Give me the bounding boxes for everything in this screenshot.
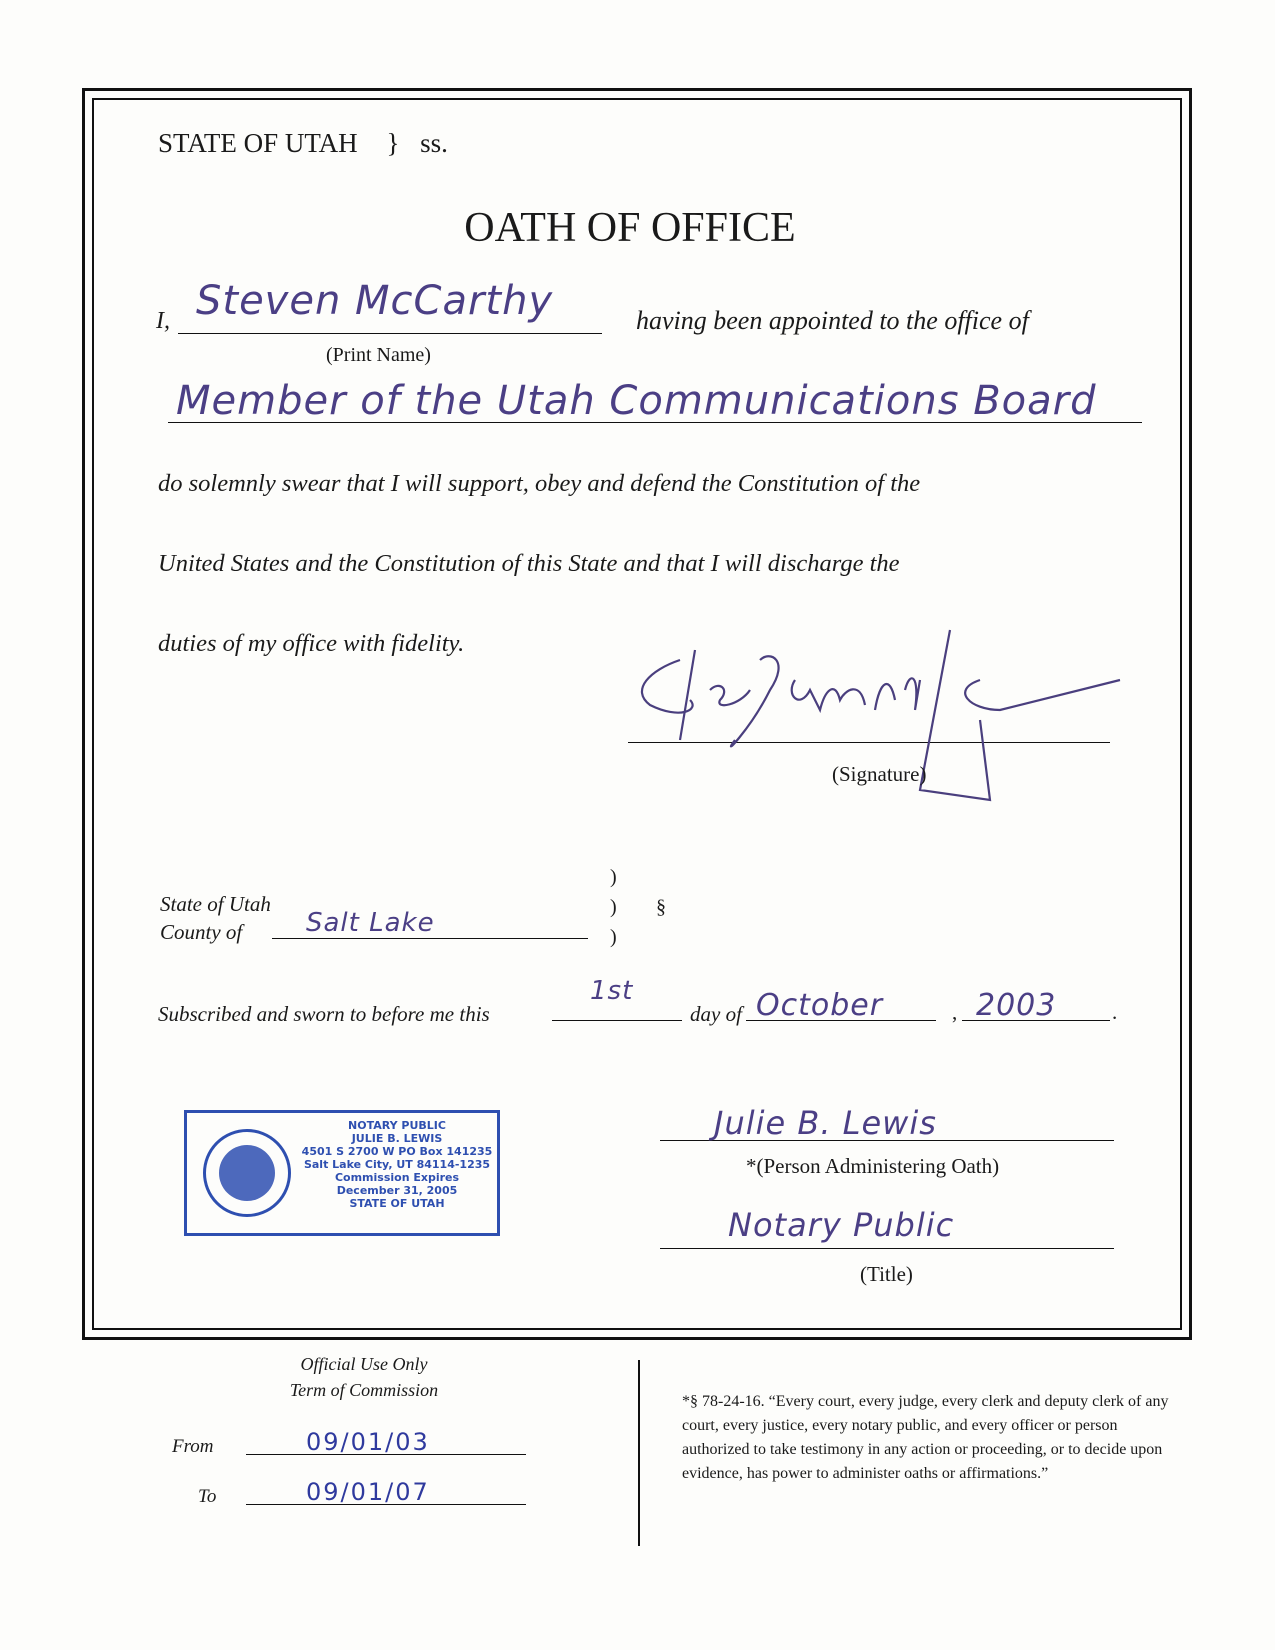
administrator-signature: Julie B. Lewis [714, 1104, 937, 1142]
vertical-divider [638, 1360, 640, 1546]
period: . [1112, 1000, 1118, 1024]
title-label: (Title) [860, 1262, 913, 1286]
administrator-label: *(Person Administering Oath) [746, 1154, 1000, 1178]
from-label: From [172, 1436, 214, 1457]
stamp-line-6: December 31, 2005 [336, 1184, 458, 1197]
comma: , [952, 1000, 958, 1024]
notary-stamp [184, 1110, 500, 1236]
office-handwritten: Member of the Utah Communications Board [176, 378, 1097, 424]
oath-body-line-3: duties of my office with fidelity. [158, 630, 465, 657]
notary-stamp-text [297, 1119, 497, 1210]
year-handwritten: 2003 [976, 988, 1057, 1023]
signature-label: (Signature) [832, 762, 927, 786]
i-prefix: I, [156, 308, 170, 334]
title-handwritten: Notary Public [728, 1206, 955, 1244]
county-handwritten: Salt Lake [306, 908, 435, 938]
paren-1: ) [610, 866, 617, 888]
stamp-line-2: JULIE B. LEWIS [351, 1132, 443, 1145]
title-line [660, 1248, 1114, 1249]
page-title: OATH OF OFFICE [464, 205, 796, 251]
stamp-line-3: 4501 S 2700 W PO Box 141235 [301, 1145, 493, 1158]
county-line [272, 938, 588, 939]
signature-scribble [620, 620, 1140, 830]
stamp-line-7: STATE OF UTAH [349, 1197, 445, 1210]
term-heading: Term of Commission [289, 1380, 439, 1400]
notary-seal-icon [203, 1129, 291, 1217]
section-symbol: § [656, 896, 666, 918]
county-label: County of [160, 920, 243, 944]
stamp-line-1: NOTARY PUBLIC [348, 1119, 446, 1132]
print-name-label: (Print Name) [326, 344, 431, 366]
day-line [552, 1020, 682, 1021]
sworn-text: Subscribed and sworn to before me this [158, 1002, 490, 1026]
appointed-text: having been appointed to the office of [636, 306, 1029, 335]
stamp-line-5: Commission Expires [334, 1171, 460, 1184]
state-line: STATE OF UTAH [158, 128, 358, 158]
from-value: 09/01/03 [306, 1428, 430, 1456]
oath-body-line-2: United States and the Constitution of this State and that I will discharge the [158, 550, 900, 577]
brace: } [386, 128, 400, 158]
to-value: 09/01/07 [306, 1478, 430, 1506]
name-handwritten: Steven McCarthy [196, 278, 554, 324]
name-line [178, 333, 602, 334]
ss-label: ss. [420, 128, 448, 158]
day-of-label: day of [690, 1002, 742, 1026]
day-handwritten: 1st [590, 976, 634, 1006]
oath-body-line-1: do solemnly swear that I will support, obey and defend the Constitution of the [158, 470, 921, 497]
state-of-utah-label: State of Utah [160, 892, 271, 916]
statute-footnote: *§ 78-24-16. “Every court, every judge, every clerk and deputy clerk of any court, every justice, every notary public, and every officer or person authorized to take testimony in any action or proceeding, or to decide upon evidence, has power to administer oaths or affirmations.” [682, 1393, 1169, 1482]
official-use-heading: Official Use Only [300, 1354, 428, 1374]
month-handwritten: October [756, 988, 884, 1023]
paren-3: ) [610, 926, 617, 948]
paren-2: ) [610, 896, 617, 918]
to-label: To [198, 1486, 217, 1507]
state-heading [158, 128, 448, 159]
stamp-line-4: Salt Lake City, UT 84114-1235 [303, 1158, 491, 1171]
